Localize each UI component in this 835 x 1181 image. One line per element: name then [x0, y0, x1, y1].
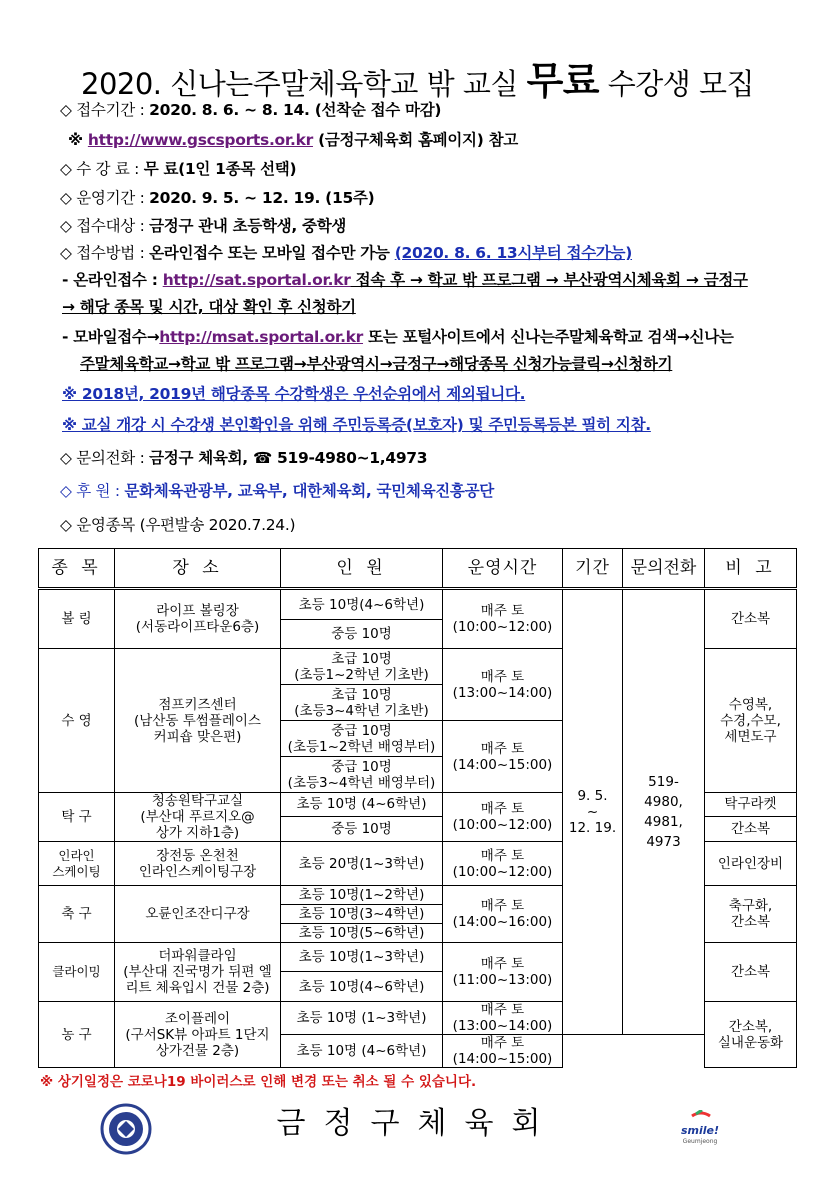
time-cell: 매주 토 (11:00~13:00) [443, 943, 563, 1002]
people-cell: 초등 10명 (1~3학년) [281, 1002, 443, 1035]
people-cell: 초등 10명(4~6학년) [281, 972, 443, 1002]
people-cell: 초등 20명(1~3학년) [281, 842, 443, 886]
people-cell: 초등 10명 (4~6학년) [281, 1035, 443, 1068]
sport-cell: 축 구 [39, 886, 115, 943]
people-cell: 초등 10명 (4~6학년) [281, 793, 443, 817]
online-link[interactable]: http://sat.sportal.or.kr [162, 271, 351, 289]
note-cell: 간소복 [705, 589, 797, 649]
place-cell: 더파워클라임 (부산대 진국명가 뒤편 엘 리트 체육입시 건물 2층) [115, 943, 281, 1002]
sport-cell: 클라이밍 [39, 943, 115, 1002]
schedule-table [38, 548, 797, 1068]
note-cell: 축구화, 간소복 [705, 886, 797, 943]
smile-subtext: Geumjeong [682, 1138, 718, 1145]
note-cell: 간소복, 실내운동화 [705, 1002, 797, 1068]
note-cell: 인라인장비 [705, 842, 797, 886]
header-people: 인 원 [281, 549, 443, 589]
time-cell: 매주 토 (14:00~16:00) [443, 886, 563, 943]
period-cell: 9. 5. ~ 12. 19. [563, 589, 623, 1035]
time-cell: 매주 토 (10:00~12:00) [443, 842, 563, 886]
note-cell: 탁구라켓 [705, 793, 797, 817]
sport-cell: 볼 링 [39, 589, 115, 649]
mobile-line: - 모바일접수→http://msat.sportal.or.kr 또는 포털사이트에서 신나는주말체육학교 검색→신나는 [62, 328, 734, 346]
sport-cell: 탁 구 [39, 793, 115, 842]
people-cell: 중급 10명 (초등3~4학년 배영부터) [281, 757, 443, 793]
people-cell: 중등 10명 [281, 620, 443, 649]
time-cell: 매주 토 (13:00~14:00) [443, 649, 563, 721]
time-cell: 매주 토 (14:00~15:00) [443, 721, 563, 793]
page-title: 2020. 신나는주말체육학교 밖 교실 무료 수강생 모집 [81, 59, 754, 103]
time-cell: 매주 토 (13:00~14:00) [443, 1002, 563, 1035]
web-line: ※ http://www.gscsports.or.kr (금정구체육회 홈페이지) 참고 [68, 131, 518, 149]
place-cell: 오륜인조잔디구장 [115, 886, 281, 943]
time-cell: 매주 토 (14:00~15:00) [443, 1035, 563, 1068]
sponsor-line: ◇ 후 원 : 문화체육관광부, 교육부, 대한체육회, 국민체육진흥공단 [60, 482, 494, 500]
place-cell: 라이프 볼링장 (서동라이프타운6층) [115, 589, 281, 649]
time-cell: 매주 토 (10:00~12:00) [443, 793, 563, 842]
sport-cell: 인라인 스케이팅 [39, 842, 115, 886]
note-cell: 간소복 [705, 943, 797, 1002]
people-cell: 초등 10명(1~3학년) [281, 943, 443, 972]
note-id: ※ 교실 개강 시 수강생 본인확인을 위해 주민등록증(보호자) 및 주민등록등본 필히 지참. [62, 416, 651, 434]
header-place: 장 소 [115, 549, 281, 589]
target-line: ◇ 접수대상 : 금정구 관내 초등학생, 중학생 [60, 217, 347, 235]
sport-cell: 농 구 [39, 1002, 115, 1068]
web-link[interactable]: http://www.gscsports.or.kr [87, 131, 313, 149]
time-cell: 매주 토 (10:00~12:00) [443, 589, 563, 649]
header-sport: 종 목 [39, 549, 115, 589]
place-cell: 조이플레이 (구서SK뷰 아파트 1단지 상가건물 2층) [115, 1002, 281, 1068]
smile-text: smile! [680, 1124, 720, 1137]
header-phone: 문의전화 [623, 549, 705, 589]
mobile-line-2: 주말체육학교→학교 밖 프로그램→부산광역시→금정구→해당종목 신청가능클릭→신청하기 [80, 355, 673, 373]
place-cell: 점프키즈센터 (남산동 투썸플레이스 커피숍 맞은편) [115, 649, 281, 793]
table-row [39, 589, 797, 620]
header-note: 비 고 [705, 549, 797, 589]
people-cell: 중등 10명 [281, 816, 443, 841]
people-cell: 초등 10명(4~6학년) [281, 589, 443, 620]
fee-line: ◇ 수 강 료 : 무 료(1인 1종목 선택) [60, 160, 297, 178]
place-cell: 청송원탁구교실 (부산대 푸르지오@ 상가 지하1층) [115, 793, 281, 842]
online-line: - 온라인접수 : http://sat.sportal.or.kr 접속 후 → 학교 밖 프로그램 → 부산광역시체육회 → 금정구 [62, 271, 748, 289]
phone-cell: 519- 4980, 4981, 4973 [623, 589, 705, 1035]
people-cell: 초급 10명 (초등3~4학년 기초반) [281, 685, 443, 721]
online-line-2: → 해당 종목 및 시간, 대상 확인 후 신청하기 [62, 298, 356, 316]
place-cell: 장전동 온천천 인라인스케이팅구장 [115, 842, 281, 886]
op-line: ◇ 운영기간 : 2020. 9. 5. ~ 12. 19. (15주) [60, 189, 375, 207]
note-priority: ※ 2018년, 2019년 해당종목 수강학생은 우선순위에서 제외됩니다. [62, 385, 526, 403]
table-header-row [39, 549, 797, 589]
people-cell: 초등 10명(3~4학년) [281, 905, 443, 924]
organization-name: 금정구체육회 [276, 1106, 559, 1141]
people-cell: 초등 10명(1~2학년) [281, 886, 443, 905]
footer-note: ※ 상기일정은 코로나19 바이러스로 인해 변경 또는 취소 될 수 있습니다. [40, 1074, 477, 1090]
people-cell: 초급 10명 (초등1~2학년 기초반) [281, 649, 443, 685]
method-line: ◇ 접수방법 : 온라인접수 또는 모바일 접수만 가능 (2020. 8. 6. 13시부터 접수가능) [60, 244, 633, 262]
phone-line: ◇ 문의전화 : 금정구 체육회, ☎ 519-4980~1,4973 [60, 449, 428, 467]
people-cell: 중급 10명 (초등1~2학년 배영부터) [281, 721, 443, 757]
header-period: 기간 [563, 549, 623, 589]
sport-cell: 수 영 [39, 649, 115, 793]
period-line: ◇ 접수기간 : 2020. 8. 6. ~ 8. 14. (선착순 접수 마감) [60, 101, 442, 119]
mobile-link[interactable]: http://msat.sportal.or.kr [159, 328, 364, 346]
header-time: 운영시간 [443, 549, 563, 589]
note-cell: 수영복, 수경,수모, 세면도구 [705, 649, 797, 793]
sports-heading: ◇ 운영종목 (우편발송 2020.7.24.) [60, 516, 296, 534]
smile-logo-icon [670, 1110, 730, 1150]
free-highlight: 무료 [526, 59, 599, 103]
people-cell: 초등 10명(5~6학년) [281, 924, 443, 943]
note-cell: 간소복 [705, 816, 797, 841]
